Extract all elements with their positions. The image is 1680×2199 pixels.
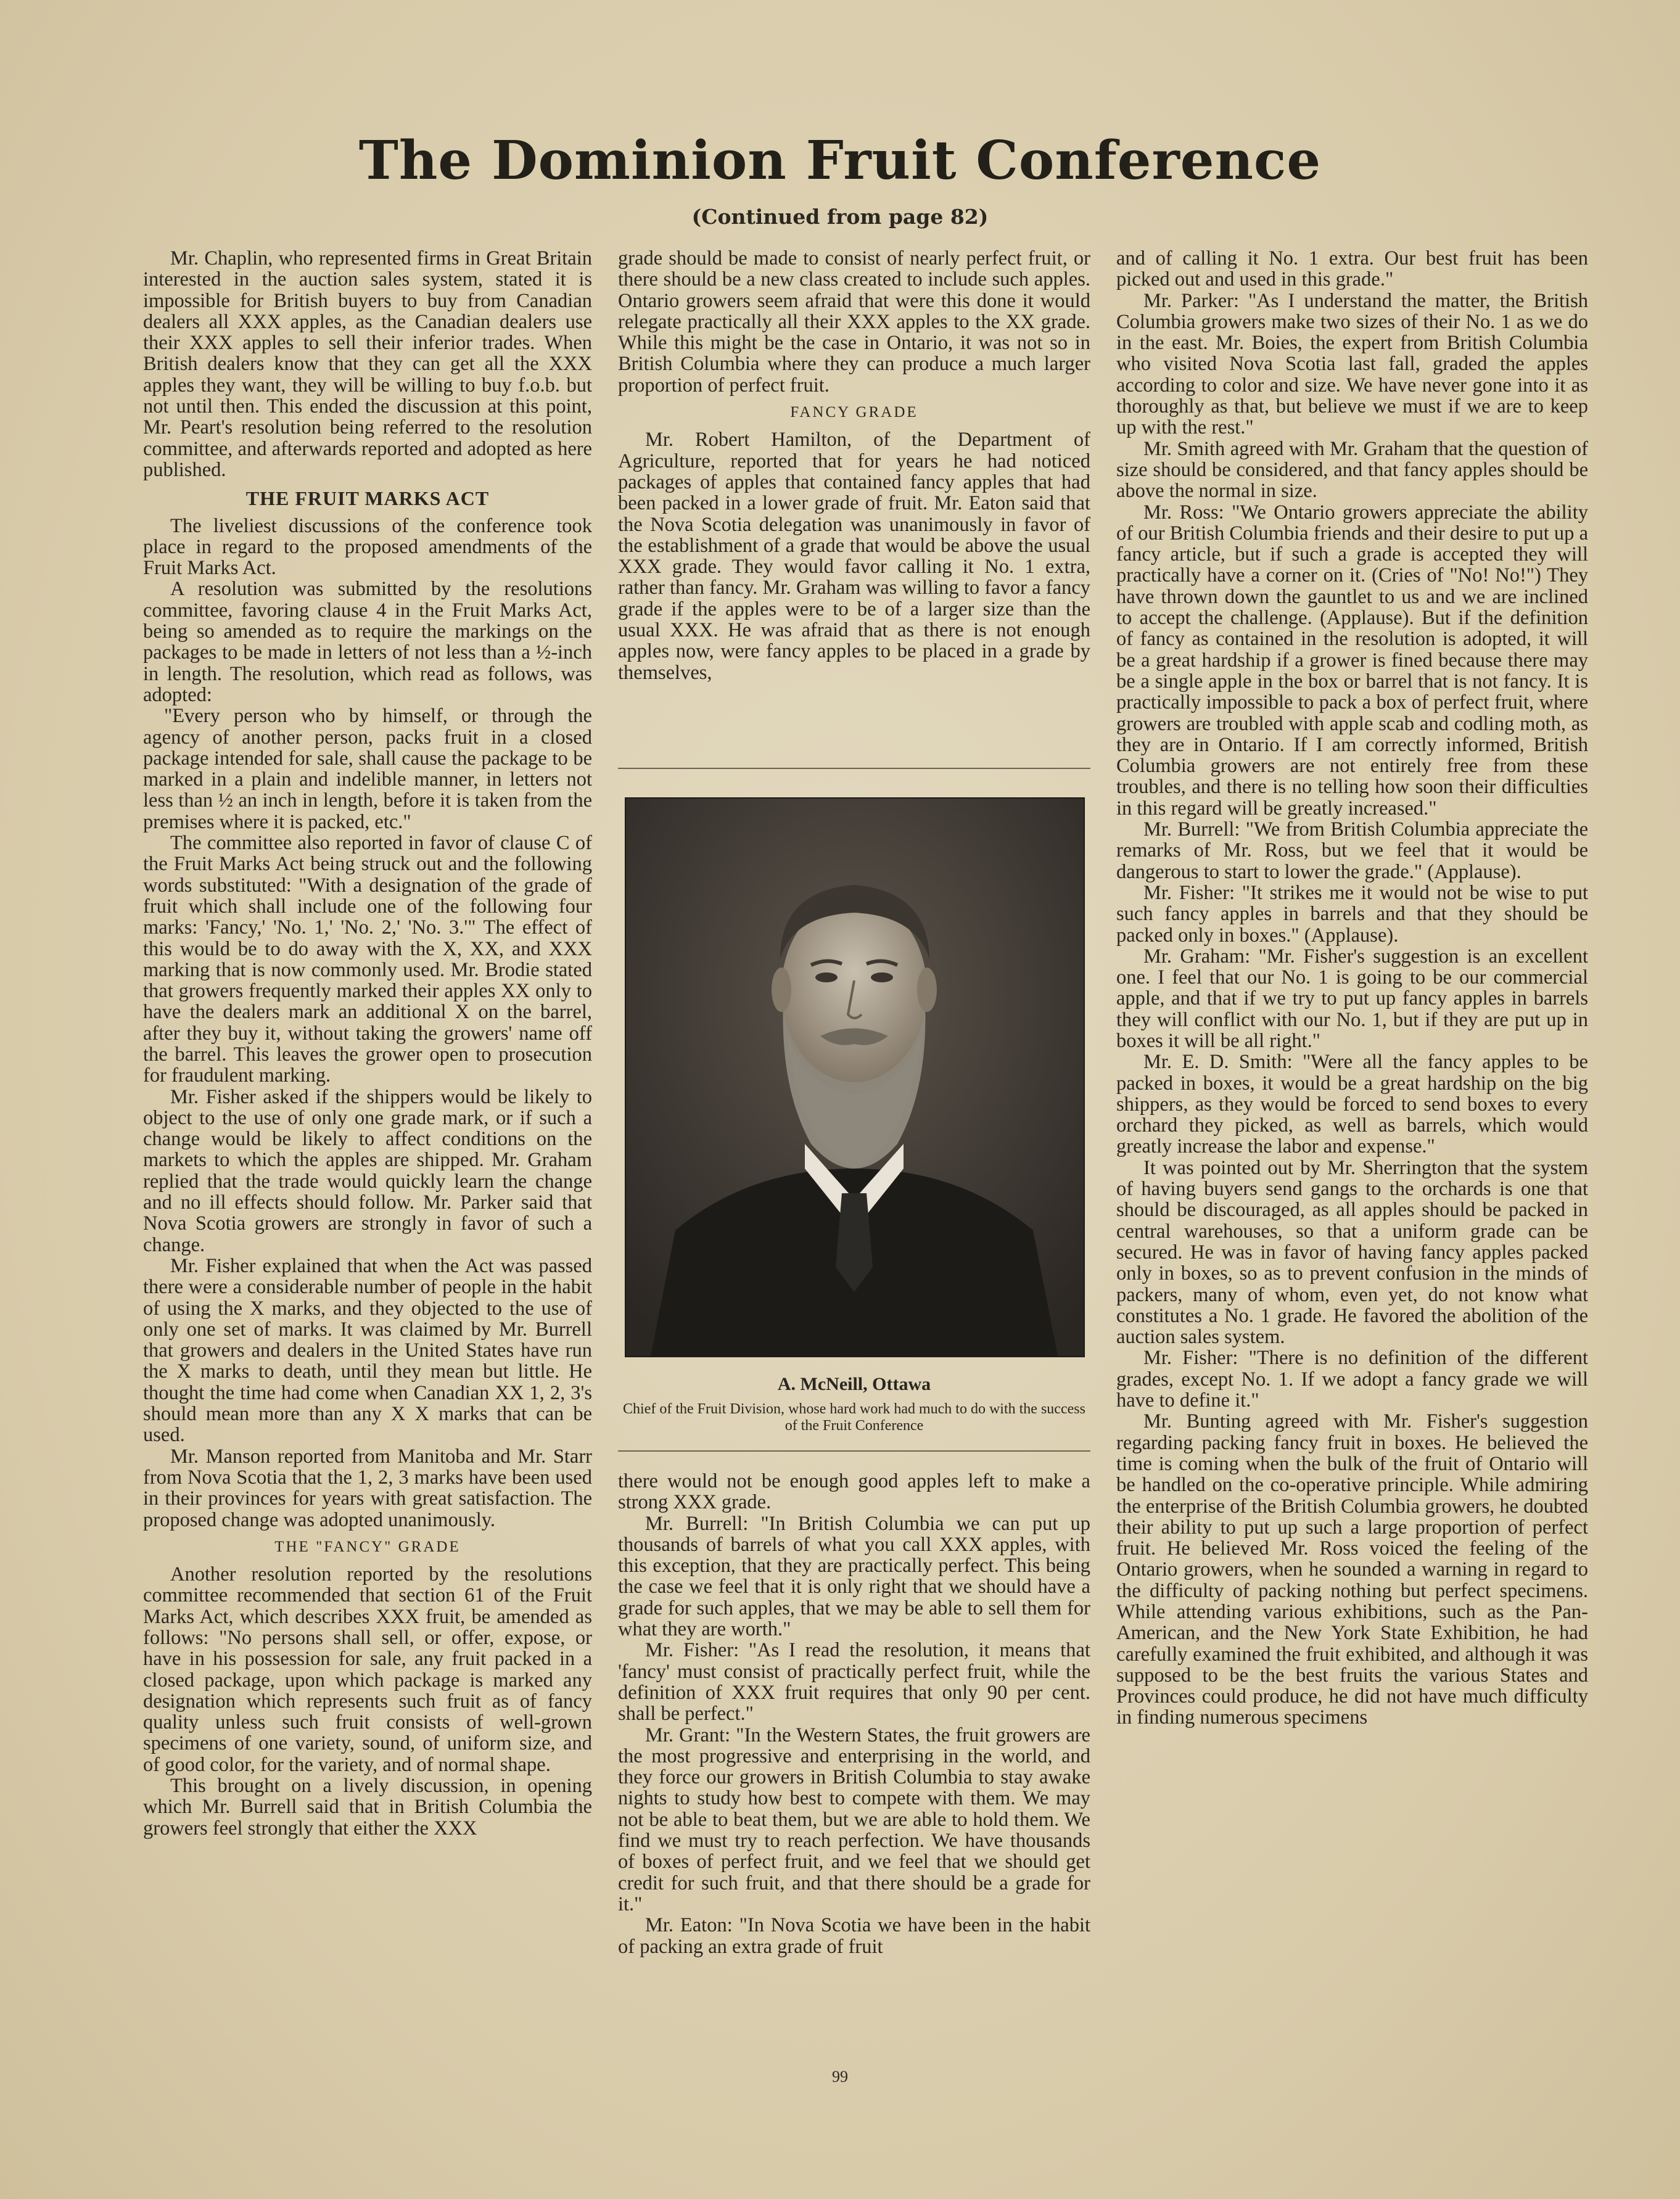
paragraph: Mr. Parker: "As I understand the matter, the British Columbia growers make two sizes of their No. 1 as we do in the east. Mr. Boies, the expert from British Columbia who visited Nova Scotia last fall, graded the apples according to color and size. We have never gone into it as thoroughly as that, but believe we must if we are to keep up with the rest."	[1116, 289, 1588, 439]
article-title: The Dominion Fruit Conference	[358, 129, 1322, 192]
quoted-resolution: "Every person who by himself, or through the agency of another person, packs fruit in a closed package intended for sale, shall cause the package to be marked in a plain and indelible manner, in letters not less than ½ an inch in length, before it is taken from the premises where it is packed, etc."	[143, 705, 592, 833]
column-2-top	[618, 248, 1090, 683]
paragraph: Mr. Fisher: "As I read the resolution, it means that 'fancy' must consist of practically perfect fruit, while the definition of XXX fruit requires that only 90 per cent. shall be perfect."	[618, 1639, 1090, 1725]
paragraph: The liveliest discussions of the conference took place in regard to the proposed amendments of the Fruit Marks Act.	[143, 514, 592, 580]
paragraph: Mr. Fisher asked if the shippers would be likely to object to the use of only one grade mark, or if such a change would be likely to affect conditions on the markets to which the apples are shipped. Mr. Graham replied that the trade would quickly learn the change and no ill effects should follow. Mr. Parker said that Nova Scotia growers are strongly in favor of such a change.	[143, 1085, 592, 1256]
paragraph: Mr. Robert Hamilton, of the Department of Agriculture, reported that for years he had noticed packages of apples that contained fancy apples that had been packed in a lower grade of fruit. Mr. Eaton said that the Nova Scotia delegation was unanimously in favor of the establishment of a grade that would be above the usual XXX grade. They would favor calling it No. 1 extra, rather than fancy. Mr. Graham was willing to favor a fancy grade if the apples were to be of a larger size than the usual XXX. He was afraid that as there is not enough apples now, were fancy apples to be placed in a grade by themselves,	[618, 429, 1090, 684]
paragraph: It was pointed out by Mr. Sherrington that the system of having buyers send gangs to the orchards is one that should be discouraged, as all apples should be packed in central warehouses, so that a uniform grade can be secured. He was in favor of having fancy apples packed only in boxes, so as to prevent confusion in the minds of packers, many of whom, even yet, do not know what constitutes a No. 1 grade. He favored the abolition of the auction sales system.	[1116, 1156, 1588, 1349]
paragraph: A resolution was submitted by the resolutions committee, favoring clause 4 in the Fruit Marks Act, being so amended as to require the markings on the packages to be made in letters of not less than a ½-inch in length. The resolution, which read as follows, was adopted:	[143, 578, 592, 706]
paragraph: Another resolution reported by the resolutions committee recommended that section 61 of the Fruit Marks Act, which describes XXX fruit, be amended as follows: "No persons shall sell, or offer, expose, or have in his possession for sale, any fruit packed in a closed package, upon which package is marked any designation which represents such fruit as of fancy quality unless such fruit consists of well-grown specimens of one variety, sound, of uniform size, and of good color, for the variety, and of normal shape.	[143, 1563, 592, 1776]
photo-caption-description: Chief of the Fruit Division, whose hard work had much to do with the success of the Fruit Conference	[623, 1401, 1085, 1434]
paragraph: and of calling it No. 1 extra. Our best fruit has been picked out and used in this grade."	[1116, 247, 1588, 291]
divider	[618, 768, 1090, 769]
paragraph: Mr. E. D. Smith: "Were all the fancy apples to be packed in boxes, it would be a great hardship on the big shippers, as they would be forced to send boxes to every orchard they picked, as well as barrels, which would greatly increase the labor and expense."	[1116, 1051, 1588, 1158]
paragraph: Mr. Fisher: "It strikes me it would not be wise to put such fancy apples in barrels and that they should be packed only in boxes." (Applause).	[1116, 881, 1588, 947]
section-heading-fruit-marks-act: THE FRUIT MARKS ACT	[245, 487, 490, 510]
paragraph: Mr. Burrell: "In British Columbia we can put up thousands of barrels of what you call XXX apples, with this exception, that they are practically perfect. This being the case we feel that it is only right that we should have a grade for such apples, that we may be able to sell them for what they are worth."	[618, 1512, 1090, 1641]
article-subtitle: (Continued from page 82)	[691, 205, 989, 229]
paragraph: Mr. Fisher: "There is no definition of the different grades, except No. 1. If we adopt a fancy grade we will have to define it."	[1116, 1347, 1588, 1412]
paragraph: The committee also reported in favor of clause C of the Fruit Marks Act being struck out and the following words substituted: "With a designation of the grade of fruit which shall include one of the following four marks: 'Fancy,' 'No. 1,' 'No. 2,' 'No. 3.'" The effect of this would be to do away with the X, XX, and XXX marking that is now commonly used. Mr. Brodie stated that growers frequently marked their apples XX only to have the dealers mark an additional X on the barrel, after they buy it, without taking the growers' name off the barrel. This leaves the grower open to prosecution for fraudulent marking.	[143, 832, 592, 1087]
column-1	[143, 248, 592, 1839]
paragraph: Mr. Graham: "Mr. Fisher's suggestion is an excellent one. I feel that our No. 1 is going to be our commercial apple, and that if we try to put up fancy apples in barrels they will conflict with our No. 1, but if they are put up in boxes it will be all right."	[1116, 945, 1588, 1052]
section-heading-fancy-grade-2: FANCY GRADE	[790, 404, 918, 421]
photo-caption-name: A. McNeill, Ottawa	[777, 1374, 931, 1394]
paragraph: Mr. Ross: "We Ontario growers appreciate the ability of our British Columbia friends and their desire to put up a fancy article, but if such a grade is accepted they will practically have a corner on it. (Cries of "No! No!") They have thrown down the gauntlet to us and we are inclined to accept the challenge. (Applause). But if the definition of fancy as contained in the resolution is adopted, it will be a great hardship if a grower is fined because there may be a single apple in the box or barrel that is not fancy. It is practically impossible to pack a box of perfect fruit, where growers are troubled with apple scab and codling moth, as they are in Ontario. If I am correctly informed, British Columbia growers are not entirely free from these troubles, and there is no telling how soon their difficulties in this regard will be greatly increased."	[1116, 501, 1588, 820]
portrait-illustration	[626, 799, 1084, 1356]
paragraph: This brought on a lively discussion, in opening which Mr. Burrell said that in British Columbia the growers feel strongly that either the XXX	[143, 1775, 592, 1839]
paragraph: Mr. Fisher explained that when the Act was passed there were a considerable number of people in the habit of using the X marks, and they objected to the use of only one set of marks. It was claimed by Mr. Burrell that growers and dealers in the United States have run the X marks to death, until they mean but little. He thought the time had come when Canadian XX 1, 2, 3's should mean more than any X X marks that can be used.	[143, 1254, 592, 1447]
paragraph: Mr. Burrell: "We from British Columbia appreciate the remarks of Mr. Ross, but we feel that it would be dangerous to start to lower the grade." (Applause).	[1116, 818, 1588, 883]
divider	[618, 1450, 1090, 1452]
paragraph: Mr. Smith agreed with Mr. Graham that the question of size should be considered, and that fancy apples should be above the normal in size.	[1116, 437, 1588, 503]
paragraph: there would not be enough good apples left to make a strong XXX grade.	[618, 1470, 1090, 1514]
portrait-photo	[625, 797, 1085, 1357]
section-heading-fancy-grade: THE "FANCY" GRADE	[274, 1538, 461, 1555]
paragraph: Mr. Bunting agreed with Mr. Fisher's suggestion regarding packing fancy fruit in boxes. He believed the time is coming when the bulk of the fruit of Ontario will be handled on the co-operative principle. While admiring the enterprise of the British Columbia growers, he doubted their ability to put up such a large proportion of perfect fruit. He believed Mr. Ross voiced the feeling of the Ontario growers, when he sounded a warning in regard to the difficulty of packing nothing but perfect specimens. While attending various exhibitions, such as the Pan-American, and the New York State Exhibition, he had carefully examined the fruit exhibited, and although it was supposed to be the best fruits the various States and Provinces could produce, he did not have much difficulty in finding numerous specimens	[1116, 1410, 1588, 1729]
paragraph: Mr. Eaton: "In Nova Scotia we have been in the habit of packing an extra grade of fruit	[618, 1914, 1090, 1958]
paragraph: Mr. Manson reported from Manitoba and Mr. Starr from Nova Scotia that the 1, 2, 3 marks have been used in their provinces for years with great satisfaction. The proposed change was adopted unanimously.	[143, 1445, 592, 1531]
column-3	[1116, 248, 1588, 1728]
column-2-bottom	[618, 1471, 1090, 1957]
paragraph: Mr. Grant: "In the Western States, the fruit growers are the most progressive and enterprising in the world, and they force our growers in British Columbia to stay awake nights to study how best to compete with them. We may not be able to beat them, but we are able to hold them. We find we must try to reach perfection. We have thousands of boxes of perfect fruit, and we feel that we should get credit for such fruit, and that there should be a grade for it."	[618, 1724, 1090, 1915]
page-number: 99	[832, 2068, 848, 2086]
paragraph: Mr. Chaplin, who represented firms in Great Britain interested in the auction sales system, stated it is impossible for British buyers to buy from Canadian dealers all XXX apples, as the Canadian dealers use their XXX apples to sell their inferior trades. When British dealers know that they can get all the XXX apples they want, they will be willing to buy f.o.b. but not until then. This ended the discussion at this point, Mr. Peart's resolution being referred to the resolution committee, and afterwards reported and adopted as here published.	[143, 247, 592, 481]
paragraph: grade should be made to consist of nearly perfect fruit, or there should be a new class created to include such apples. Ontario growers seem afraid that were this done it would relegate practically all their XXX apples to the XX grade. While this might be the case in Ontario, it was not so in British Columbia where they can produce a much larger proportion of perfect fruit.	[618, 247, 1090, 397]
